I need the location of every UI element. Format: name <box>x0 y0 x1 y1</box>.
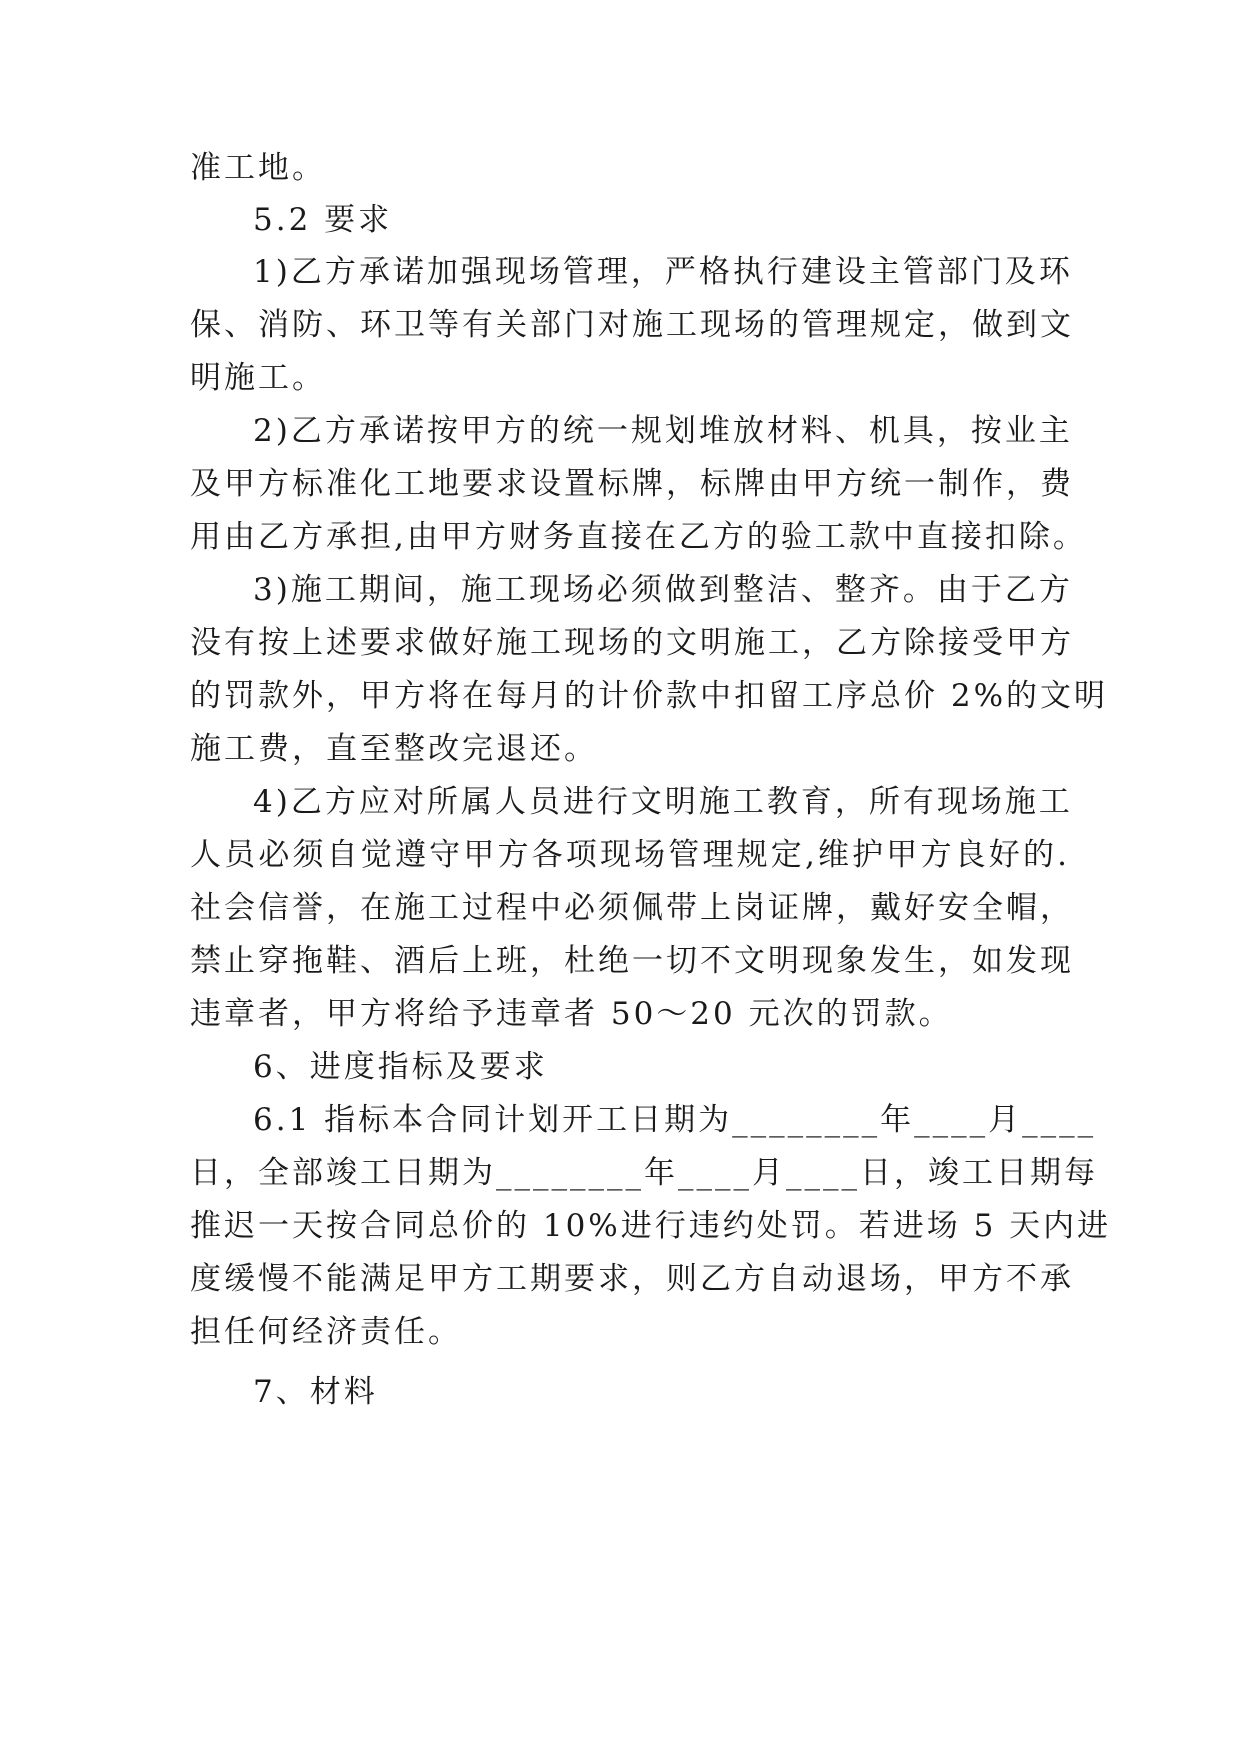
section-heading: 5.2 要求 <box>253 202 393 238</box>
text-line: 禁止穿拖鞋、酒后上班，杜绝一切不文明现象发生，如发现 <box>190 943 1074 979</box>
section-heading: 6、进度指标及要求 <box>253 1049 548 1085</box>
text-line: 准工地。 <box>190 150 326 186</box>
text-line: 的罚款外，甲方将在每月的计价款中扣留工序总价 2%的文明 <box>190 678 1109 714</box>
text-line: 1)乙方承诺加强现场管理，严格执行建设主管部门及环 <box>253 254 1073 290</box>
text-line: 及甲方标准化工地要求设置标牌，标牌由甲方统一制作，费 <box>190 466 1074 502</box>
text-line: 推迟一天按合同总价的 10%进行违约处罚。若进场 5 天内进 <box>190 1208 1112 1244</box>
text-line: 人员必须自觉遵守甲方各项现场管理规定,维护甲方良好的. <box>190 837 1070 873</box>
text-line: 用由乙方承担,由甲方财务直接在乙方的验工款中直接扣除。 <box>190 519 1087 555</box>
text-line: 6.1 指标本合同计划开工日期为________年____月____ <box>253 1102 1097 1138</box>
text-line: 社会信誉，在施工过程中必须佩带上岗证牌，戴好安全帽， <box>190 890 1074 926</box>
text-line: 保、消防、环卫等有关部门对施工现场的管理规定，做到文 <box>190 307 1074 343</box>
section-heading: 7、材料 <box>253 1374 378 1410</box>
text-line: 施工费，直至整改完退还。 <box>190 731 598 767</box>
text-line: 3)施工期间，施工现场必须做到整洁、整齐。由于乙方 <box>253 572 1073 608</box>
text-line: 度缓慢不能满足甲方工期要求，则乙方自动退场，甲方不承 <box>190 1261 1074 1297</box>
text-line: 担任何经济责任。 <box>190 1314 462 1350</box>
text-line: 4)乙方应对所属人员进行文明施工教育，所有现场施工 <box>253 784 1073 820</box>
text-line: 没有按上述要求做好施工现场的文明施工，乙方除接受甲方 <box>190 625 1074 661</box>
text-line: 违章者，甲方将给予违章者 50～20 元次的罚款。 <box>190 996 953 1032</box>
text-line: 明施工。 <box>190 360 326 396</box>
text-line: 日，全部竣工日期为________年____月____日，竣工日期每 <box>190 1155 1098 1191</box>
text-line: 2)乙方承诺按甲方的统一规划堆放材料、机具，按业主 <box>253 413 1073 449</box>
